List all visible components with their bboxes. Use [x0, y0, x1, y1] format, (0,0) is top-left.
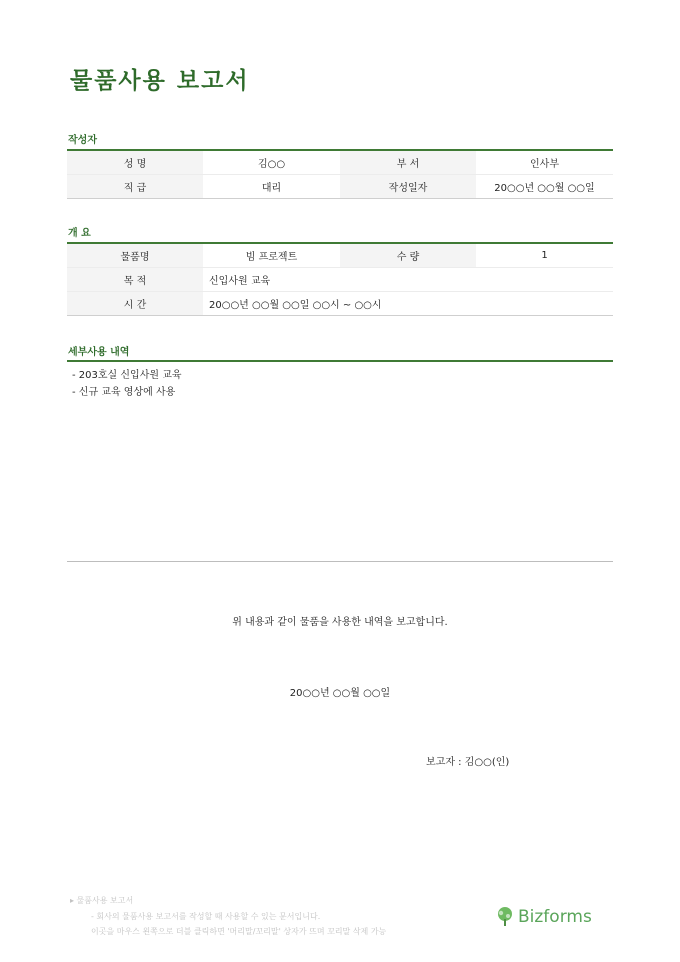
rank-value: 대리 [261, 183, 282, 194]
table-row [67, 292, 613, 316]
department-label: 부 서 [340, 150, 476, 175]
table-row [67, 150, 613, 175]
purpose-label: 목 적 [67, 268, 203, 292]
tree-icon [496, 907, 514, 927]
report-date: 20○○년 ○○월 ○○일 [289, 688, 391, 699]
list-item: - 신규 교육 영상에 사용 [72, 387, 176, 398]
item-value: 빔 프로젝트 [203, 243, 340, 268]
author-table [67, 149, 613, 199]
reporter-signature: 보고자 : 김○○(인) [426, 757, 510, 768]
rank-label: 직 급 [67, 175, 203, 199]
section-divider [67, 561, 613, 562]
name-value: 김○○ [203, 150, 340, 175]
document-title: 물품사용 보고서 [70, 68, 250, 94]
overview-section-heading: 개 요 [68, 228, 91, 239]
footer-note[interactable]: 이곳을 마우스 왼쪽으로 더블 클릭하면 '머리말/꼬리말' 상자가 뜨며 꼬리말 삭제 가능 [91, 927, 387, 936]
quantity-value: 1 [476, 243, 613, 268]
logo-text: Bizforms [518, 907, 592, 927]
quantity-label: 수 량 [340, 243, 476, 268]
overview-table [67, 242, 613, 316]
detail-divider [67, 360, 613, 362]
footer-title: ▸ 물품사용 보고서 [70, 896, 134, 905]
department-value: 인사부 [476, 150, 613, 175]
time-value: 20○○년 ○○월 ○○일 ○○시 ~ ○○시 [209, 300, 382, 311]
date-value: 20○○년 ○○월 ○○일 [494, 183, 595, 194]
bizforms-logo [496, 907, 592, 927]
author-section-heading: 작성자 [68, 135, 97, 146]
name-label: 성 명 [67, 150, 203, 175]
purpose-value: 신입사원 교육 [203, 268, 613, 292]
table-row [67, 175, 613, 199]
time-label: 시 간 [67, 292, 203, 316]
item-label: 물품명 [67, 243, 203, 268]
list-item: - 203호실 신입사원 교육 [72, 370, 182, 381]
detail-section-heading: 세부사용 내역 [68, 347, 130, 358]
table-row [67, 268, 613, 292]
table-row [67, 243, 613, 268]
report-statement: 위 내용과 같이 물품을 사용한 내역을 보고합니다. [232, 617, 448, 628]
footer-description: - 회사의 물품사용 보고서를 작성할 때 사용할 수 있는 문서입니다. [91, 912, 321, 921]
date-label: 작성일자 [340, 175, 476, 199]
